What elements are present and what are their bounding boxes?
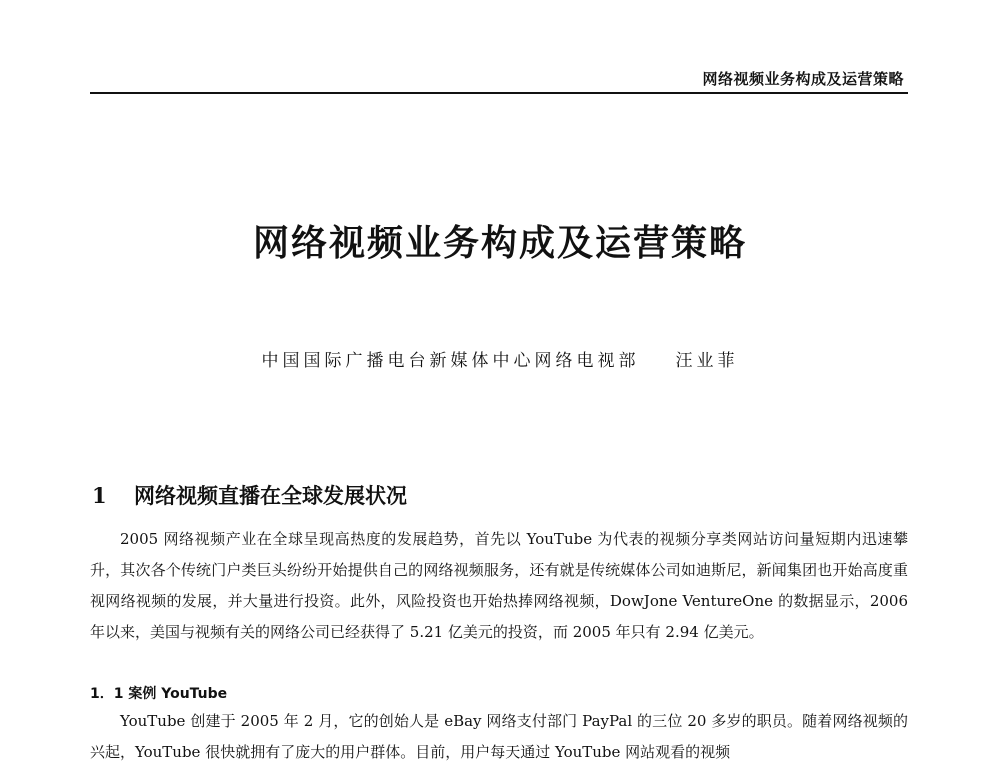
- section-heading: [92, 480, 407, 510]
- author-affiliation: 中国国际广播电台新媒体中心网络电视部: [261, 351, 640, 371]
- paragraph: YouTube 创建于 2005 年 2 月，它的创始人是 eBay 网络支付部门 PayPal 的三位 20 多岁的职员。随着网络视频的兴起，YouTube 很快就拥有了庞大的用户群体。目前，用户每天通过 YouTube 网站观看的视频: [90, 712, 908, 761]
- subsection-body: [90, 706, 908, 768]
- paragraph: 2005 网络视频产业在全球呈现高热度的发展趋势，首先以 YouTube 为代表的视频分享类网站访问量短期内迅速攀升，其次各个传统门户类巨头纷纷开始提供自己的网络视频服务，还有就是传统媒体公司如迪斯尼，新闻集团也开始高度重视网络视频的发展，并大量进行投资。此外，风险投资也开始热捧网络视频，DowJone VentureOne 的数据显示，2006 年以来，美国与视频有关的网络公司已经获得了 5.21 亿美元的投资，而 2005 年只有 2.94 亿美元。: [90, 530, 908, 641]
- section-title: 网络视频直播在全球发展状况: [134, 483, 407, 508]
- article-title: 网络视频业务构成及运营策略: [252, 222, 747, 264]
- subsection-heading: 1．1 案例 YouTube: [90, 686, 228, 702]
- author-name: 汪业菲: [675, 351, 739, 371]
- running-header-title: 网络视频业务构成及运营策略: [702, 70, 904, 88]
- section-number: 1: [92, 483, 107, 508]
- header-rule: [90, 92, 908, 94]
- byline: [0, 346, 1000, 371]
- section-body: [90, 524, 908, 648]
